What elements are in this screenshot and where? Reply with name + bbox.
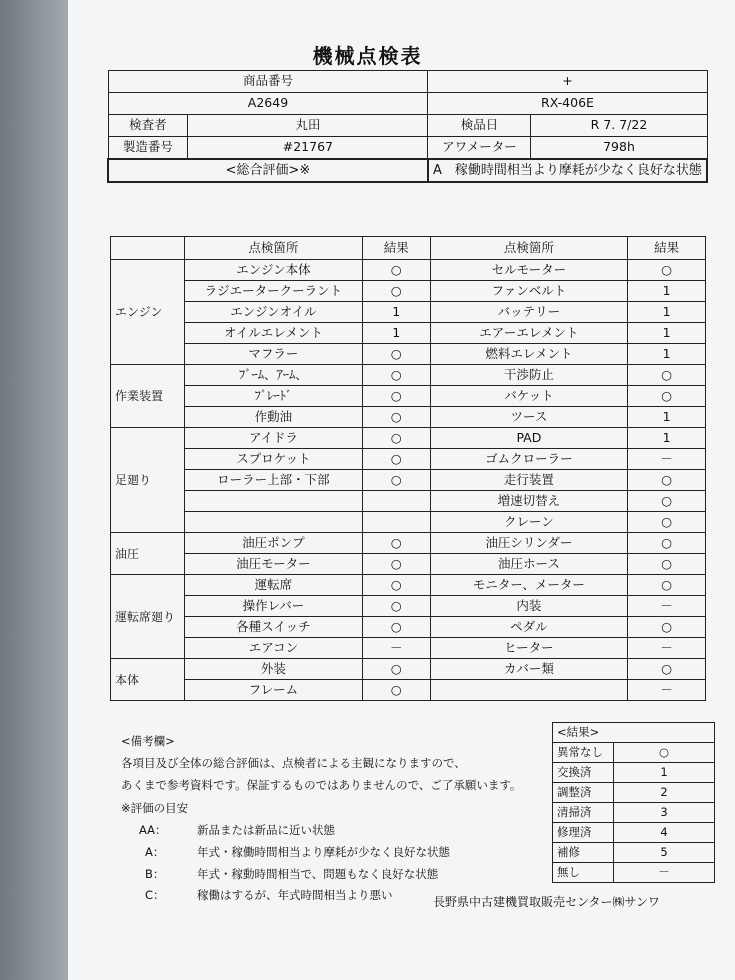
part-right: [430, 680, 628, 701]
result-left: ○: [362, 281, 430, 302]
result-left: ○: [362, 428, 430, 449]
part-right: PAD: [430, 428, 628, 449]
product-no: A2649: [108, 93, 428, 115]
result-left: ○: [362, 533, 430, 554]
col-part-right: 点検箇所: [430, 237, 628, 260]
result-right: 1: [628, 281, 706, 302]
part-left: ラジエータークーラント: [184, 281, 362, 302]
part-right: 干渉防止: [430, 365, 628, 386]
col-part-left: 点検箇所: [184, 237, 362, 260]
part-right: ヒーター: [430, 638, 628, 659]
part-left: 油圧モーター: [184, 554, 362, 575]
legend-row: [553, 823, 715, 843]
result-right: ○: [628, 365, 706, 386]
header-table: [107, 70, 708, 183]
legend-value: 4: [614, 823, 715, 843]
table-row: [111, 428, 706, 449]
part-left: 油圧ポンプ: [184, 533, 362, 554]
category-cell: エンジン: [111, 260, 185, 365]
legend-key: 異常なし: [553, 743, 614, 763]
model-name: RX-406E: [428, 93, 707, 115]
background-edge: [0, 0, 70, 980]
result-right: －: [628, 596, 706, 617]
result-right: －: [628, 638, 706, 659]
legend-key: 交換済: [553, 763, 614, 783]
result-right: －: [628, 449, 706, 470]
result-right: 1: [628, 323, 706, 344]
result-right: ○: [628, 386, 706, 407]
part-left: フレーム: [184, 680, 362, 701]
serial-no: #21767: [188, 137, 428, 160]
result-right: ○: [628, 260, 706, 281]
legend-value: 5: [614, 843, 715, 863]
overall-value: A 稼働時間相当より摩耗が少なく良好な状態: [428, 159, 707, 182]
legend-key: 調整済: [553, 783, 614, 803]
col-result-left: 結果: [362, 237, 430, 260]
result-left: [362, 491, 430, 512]
legend-value: 2: [614, 783, 715, 803]
table-row: [111, 281, 706, 302]
inspection-date-label: 検品日: [428, 115, 531, 137]
legend-key: 修理済: [553, 823, 614, 843]
table-row: [111, 323, 706, 344]
legend-row: [553, 863, 715, 883]
part-right: 燃料エレメント: [430, 344, 628, 365]
result-left: －: [362, 638, 430, 659]
table-row: [111, 638, 706, 659]
part-right: ツース: [430, 407, 628, 428]
legend-row: [553, 783, 715, 803]
table-row: [111, 449, 706, 470]
table-row: [111, 659, 706, 680]
grade-c-desc: 稼働はするが、年式時間相当より悪い: [197, 888, 393, 902]
part-left: エンジンオイル: [184, 302, 362, 323]
part-left: ローラー上部・下部: [184, 470, 362, 491]
part-right: 増速切替え: [430, 491, 628, 512]
table-row: [111, 575, 706, 596]
category-cell: 油圧: [111, 533, 185, 575]
table-row: [111, 617, 706, 638]
table-row: [111, 533, 706, 554]
part-right: バッテリー: [430, 302, 628, 323]
legend-row: [553, 843, 715, 863]
table-row: [111, 491, 706, 512]
part-right: ゴムクローラー: [430, 449, 628, 470]
grade-b-desc: 年式・稼動時間相当で、問題もなく良好な状態: [197, 867, 439, 881]
category-cell: 本体: [111, 659, 185, 701]
table-row: [111, 407, 706, 428]
table-row: [111, 302, 706, 323]
table-row: [111, 386, 706, 407]
part-left: オイルエレメント: [184, 323, 362, 344]
result-legend: [552, 722, 715, 883]
result-left: ○: [362, 407, 430, 428]
result-left: ○: [362, 260, 430, 281]
result-left: ○: [362, 680, 430, 701]
result-right: －: [628, 680, 706, 701]
grade-a-desc: 年式・稼働時間相当より摩耗が少なく良好な状態: [197, 845, 450, 859]
legend-value: ○: [614, 743, 715, 763]
part-right: クレーン: [430, 512, 628, 533]
part-right: セルモーター: [430, 260, 628, 281]
part-left: エンジン本体: [184, 260, 362, 281]
result-left: ○: [362, 344, 430, 365]
result-left: ○: [362, 470, 430, 491]
table-row: [111, 260, 706, 281]
serial-label: 製造番号: [108, 137, 188, 160]
legend-row: [553, 743, 715, 763]
part-right: 走行装置: [430, 470, 628, 491]
result-left: ○: [362, 365, 430, 386]
result-left: ○: [362, 554, 430, 575]
result-left: ○: [362, 449, 430, 470]
category-cell: 運転席廻り: [111, 575, 185, 659]
inspection-table: [110, 236, 706, 701]
result-right: 1: [628, 407, 706, 428]
inspector-name: 丸田: [188, 115, 428, 137]
table-row: [111, 365, 706, 386]
result-left: 1: [362, 323, 430, 344]
hourmeter-label: アワメーター: [428, 137, 531, 160]
legend-value: 3: [614, 803, 715, 823]
result-right: 1: [628, 302, 706, 323]
table-row: [111, 512, 706, 533]
part-left: 各種スイッチ: [184, 617, 362, 638]
remarks-line-1: 各項目及び全体の総合評価は、点検者による主観になりますので、: [121, 756, 466, 770]
part-left: 運転席: [184, 575, 362, 596]
remarks-line-2: あくまで参考資料です。保証するものではありませんので、ご了承願います。: [121, 778, 522, 792]
grade-a: A：: [145, 845, 165, 859]
legend-key: 補修: [553, 843, 614, 863]
part-right: ファンベルト: [430, 281, 628, 302]
result-right: ○: [628, 512, 706, 533]
result-right: ○: [628, 554, 706, 575]
result-left: [362, 512, 430, 533]
part-right: バケット: [430, 386, 628, 407]
result-left: ○: [362, 596, 430, 617]
part-left: ﾌﾞｰﾑ、ｱｰﾑ、: [184, 365, 362, 386]
result-left: ○: [362, 386, 430, 407]
result-left: ○: [362, 617, 430, 638]
part-left: [184, 512, 362, 533]
col-result-right: 結果: [628, 237, 706, 260]
table-row: [111, 344, 706, 365]
plus-mark: +: [428, 71, 707, 93]
legend-value: 1: [614, 763, 715, 783]
remarks-section: [115, 727, 552, 902]
legend-heading: <結果>: [553, 723, 715, 743]
table-row: [111, 470, 706, 491]
hourmeter-value: 798h: [531, 137, 707, 160]
grade-aa: AA：: [139, 823, 167, 837]
grade-b: B：: [145, 867, 165, 881]
result-right: 1: [628, 428, 706, 449]
part-left: アイドラ: [184, 428, 362, 449]
result-left: ○: [362, 575, 430, 596]
legend-row: [553, 803, 715, 823]
grade-c: C：: [145, 888, 165, 902]
legend-value: －: [614, 863, 715, 883]
part-left: [184, 491, 362, 512]
part-right: エアーエレメント: [430, 323, 628, 344]
part-left: マフラー: [184, 344, 362, 365]
part-left: 作動油: [184, 407, 362, 428]
guide-heading: ※評価の目安: [121, 801, 189, 815]
category-cell: 足廻り: [111, 428, 185, 533]
grade-aa-desc: 新品または新品に近い状態: [197, 823, 335, 837]
part-left: 外装: [184, 659, 362, 680]
legend-key: 清掃済: [553, 803, 614, 823]
table-row: [111, 680, 706, 701]
part-right: 油圧シリンダー: [430, 533, 628, 554]
inspector-label: 検査者: [108, 115, 188, 137]
legend-row: [553, 763, 715, 783]
part-right: モニター、メーター: [430, 575, 628, 596]
category-cell: 作業装置: [111, 365, 185, 428]
company-footer: 長野県中古建機買取販売センター㈱サンワ: [433, 895, 660, 909]
result-right: ○: [628, 533, 706, 554]
result-right: ○: [628, 617, 706, 638]
result-right: ○: [628, 659, 706, 680]
part-left: エアコン: [184, 638, 362, 659]
product-no-label: 商品番号: [108, 71, 428, 93]
part-left: 操作レバー: [184, 596, 362, 617]
result-right: ○: [628, 575, 706, 596]
part-right: 内装: [430, 596, 628, 617]
overall-label: <総合評価>※: [108, 159, 428, 182]
part-left: スプロケット: [184, 449, 362, 470]
result-right: ○: [628, 491, 706, 512]
remarks-heading: <備考欄>: [121, 734, 175, 748]
inspection-date: R 7. 7/22: [531, 115, 707, 137]
corner-cell: [111, 237, 185, 260]
result-left: ○: [362, 659, 430, 680]
result-right: ○: [628, 470, 706, 491]
page-title: 機械点検表: [312, 44, 423, 68]
part-right: カバー類: [430, 659, 628, 680]
part-right: 油圧ホース: [430, 554, 628, 575]
part-left: ﾌﾞﾚｰﾄﾞ: [184, 386, 362, 407]
part-right: ペダル: [430, 617, 628, 638]
result-right: 1: [628, 344, 706, 365]
legend-key: 無し: [553, 863, 614, 883]
result-left: 1: [362, 302, 430, 323]
table-row: [111, 554, 706, 575]
table-row: [111, 596, 706, 617]
